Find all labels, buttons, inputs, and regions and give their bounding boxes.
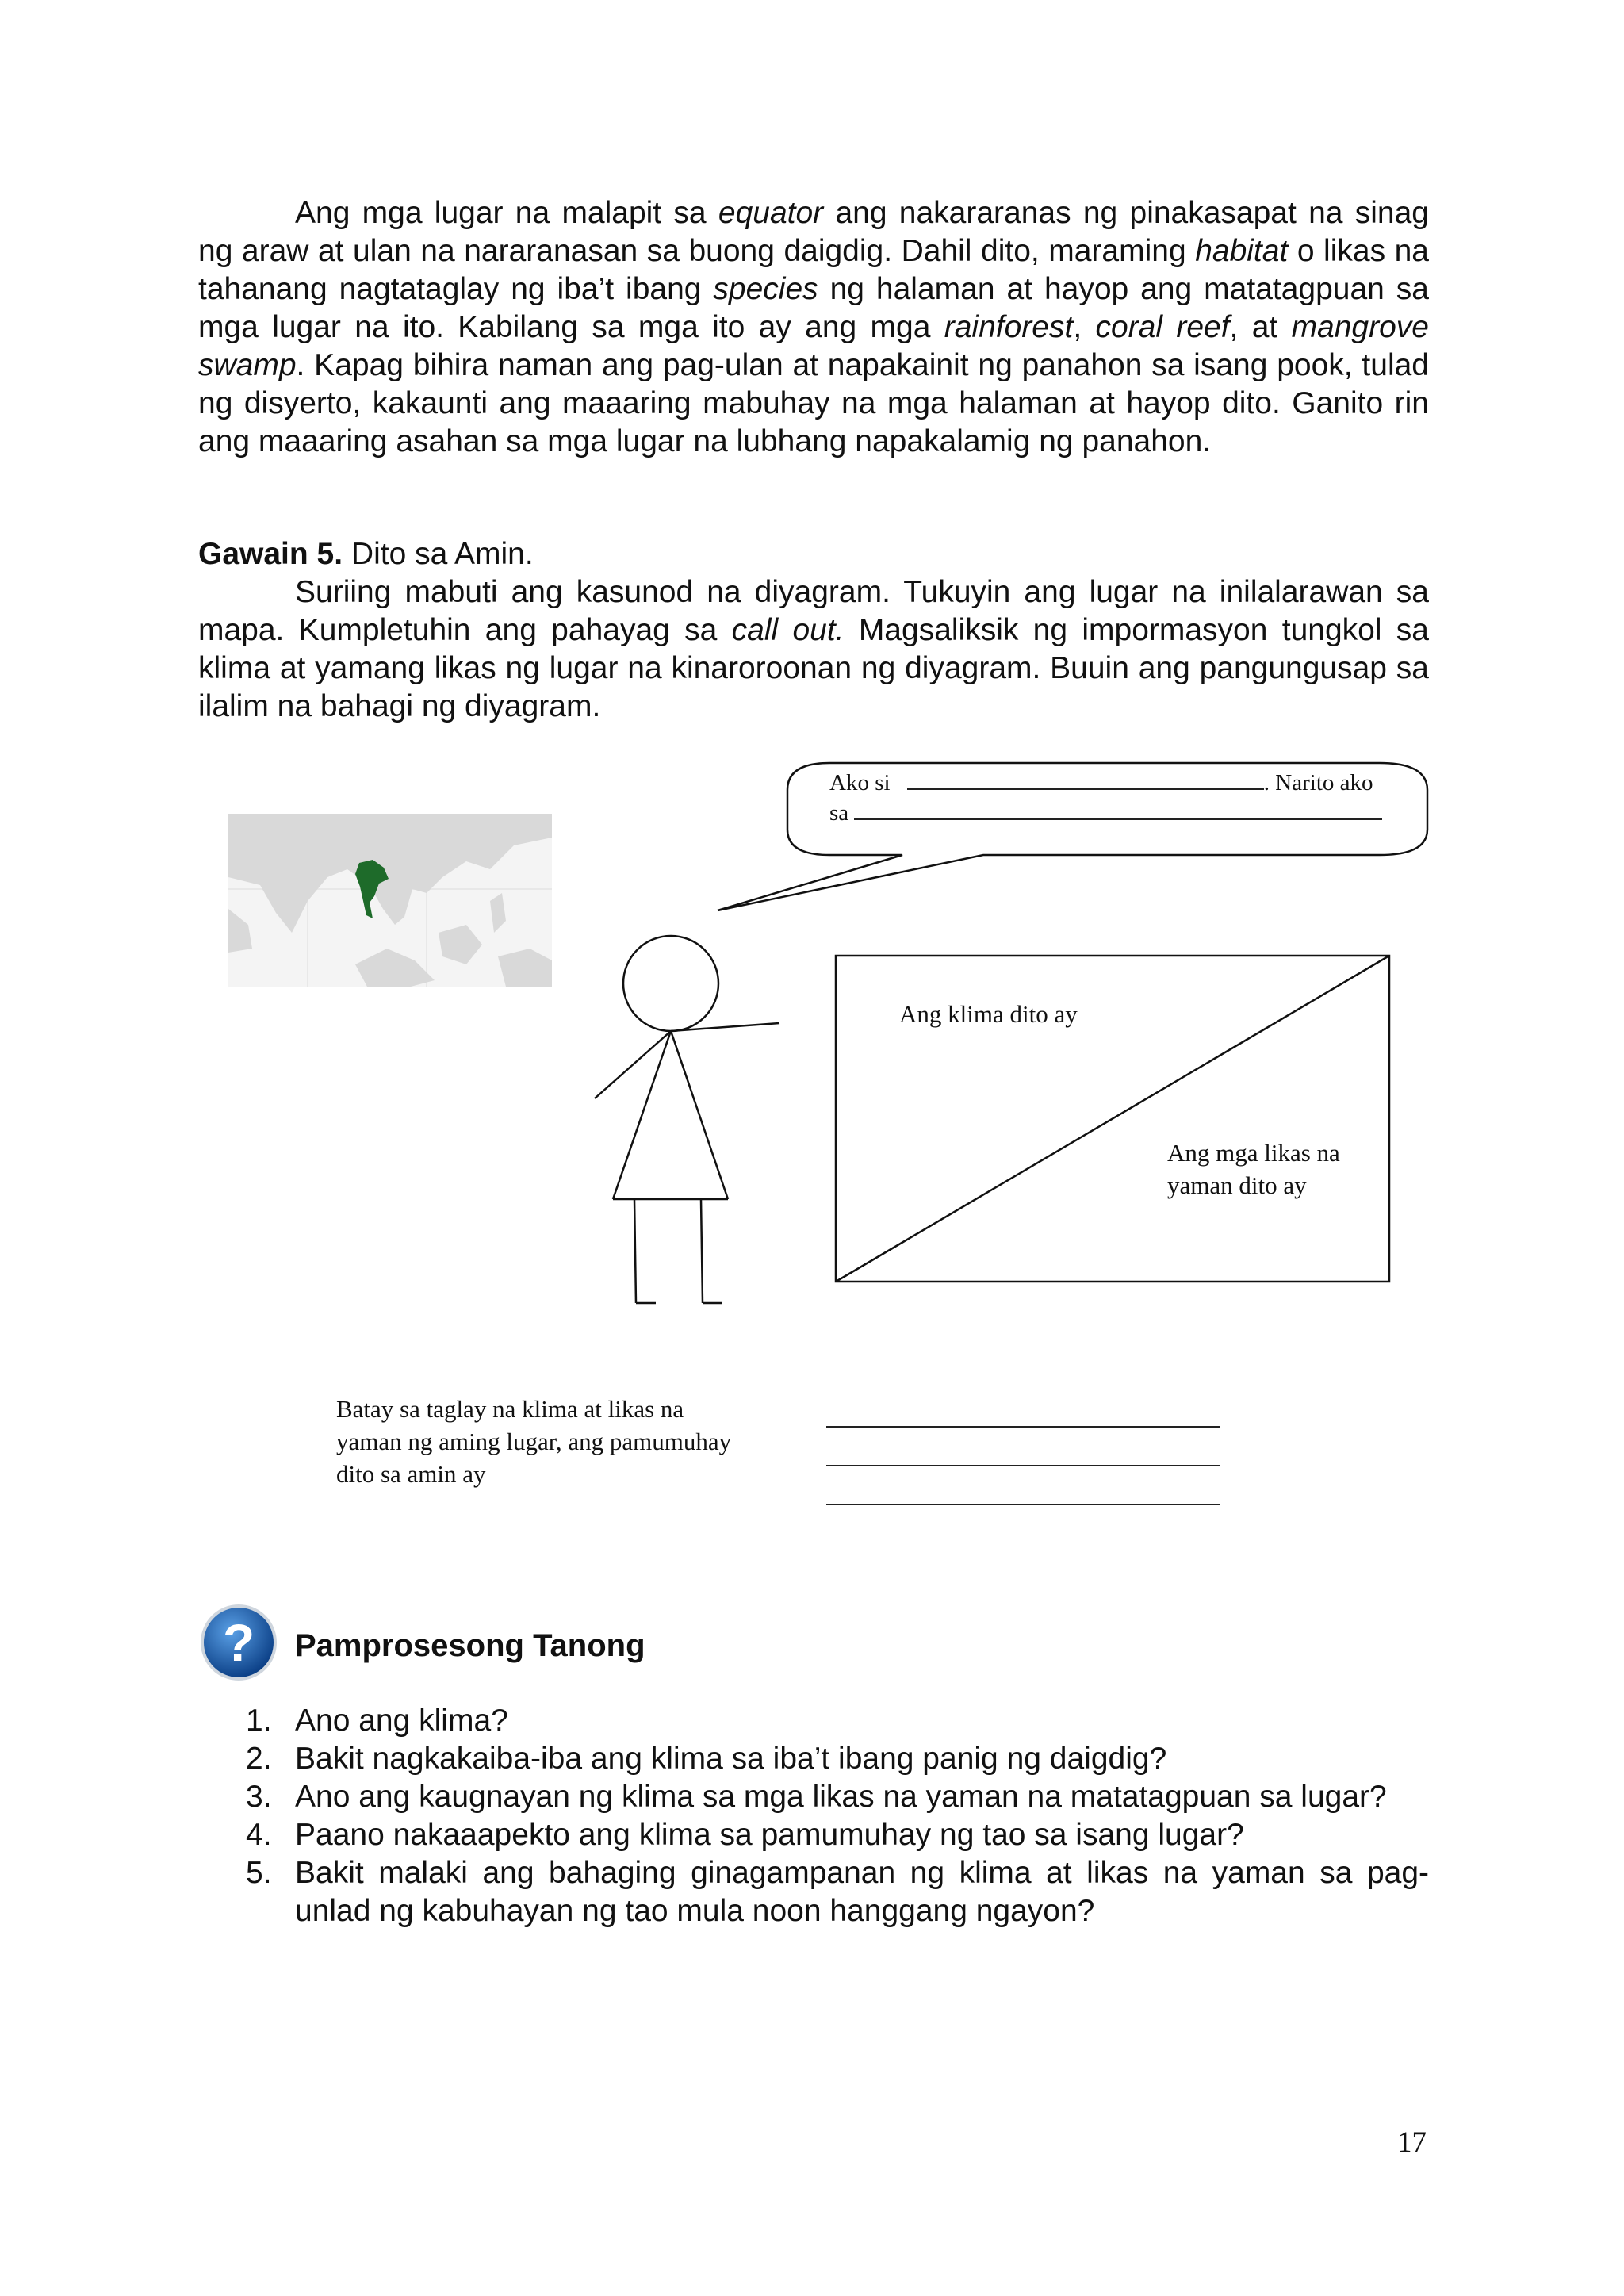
southeast-asia-map: [228, 814, 552, 987]
text-run: Ang mga lugar na malapit sa: [295, 196, 718, 230]
question-item: [198, 1740, 1429, 1778]
italic-term: rainforest: [944, 310, 1074, 344]
question-item: [198, 1702, 1429, 1740]
question-text: Ano ang klima?: [295, 1704, 508, 1738]
world-map-icon: [228, 814, 552, 987]
text-run: Suriing mabuti ang kasunod na diyagram. Tukuyin ang lugar na inilalarawan sa mapa. Kumpletuhin ang pahayag sa: [198, 575, 1429, 647]
question-number: 3.: [246, 1780, 272, 1814]
text-run: . Kapag bihira naman ang pag-ulan at napakainit ng panahon sa isang pook, tulad ng disyerto, kakaunti ang maaaring mabuhay na mga halaman at hayop dito. Ganito rin ang maaaring asahan sa mga lugar na lubhang napakalamig ng panahon.: [198, 348, 1429, 458]
italic-term: coral reef: [1095, 310, 1230, 344]
italic-term: call out.: [731, 613, 845, 647]
text-run: Magsaliksik ng impormasyon tungkol sa klima at yamang likas ng lugar na kinaroroonan ng diyagram. Buuin ang pangungusap sa ilalim na bahagi ng diyagram.: [198, 613, 1430, 723]
callout-text: [829, 768, 1385, 828]
text-run: ng halaman at hayop ang matatagpuan sa mga lugar na ito. Kabilang sa mga ito ay ang mga: [198, 272, 1429, 344]
livelihood-statement: Batay sa taglay na klima at likas na yaman ng aming lugar, ang pamumuhay dito sa amin ay: [336, 1395, 732, 1488]
callout-suffix: . Narito ako: [1263, 770, 1373, 795]
question-text: Paano nakaaapekto ang klima sa pamumuhay ng tao sa isang lugar?: [295, 1818, 1244, 1852]
question-item: [198, 1778, 1429, 1816]
answer-line-2[interactable]: [826, 1465, 1220, 1466]
question-text: Bakit nagkakaiba-iba ang klima sa iba’t ibang panig ng daigdig?: [295, 1742, 1167, 1776]
stick-figure-icon: [595, 936, 779, 1303]
text-run: , at: [1229, 310, 1292, 344]
answer-line-1[interactable]: [826, 1426, 1220, 1428]
question-number: 1.: [246, 1704, 272, 1738]
name-blank[interactable]: [907, 769, 1264, 790]
italic-term: equator: [718, 196, 824, 230]
climate-label: Ang klima dito ay: [899, 1000, 1078, 1028]
svg-text:?: ?: [222, 1613, 255, 1672]
question-number: 2.: [246, 1742, 272, 1776]
activity-title: Dito sa Amin.: [343, 537, 534, 571]
callout-line-2: [829, 798, 1385, 828]
callout-prefix-name: Ako si: [829, 770, 891, 795]
question-number: 4.: [246, 1818, 272, 1852]
question-text: Bakit malaki ang bahaging ginagampanan ng klima at likas na yaman sa pag-unlad ng kabuhayan ng tao mula noon hanggang ngayon?: [295, 1856, 1429, 1928]
italic-term: species: [713, 272, 818, 306]
text-run: ,: [1073, 310, 1096, 344]
question-item: [198, 1816, 1429, 1854]
question-text: Ano ang kaugnayan ng klima sa mga likas na yaman na matatagpuan sa lugar?: [295, 1780, 1387, 1814]
text-run: ang nakararanas ng pinakasapat na sinag ng araw at ulan na nararanasan sa buong daigdig. Dahil dito, maraming: [198, 196, 1429, 268]
callout-line-1: [829, 768, 1385, 798]
place-blank[interactable]: [854, 799, 1382, 820]
italic-term: mangrove swamp: [198, 310, 1429, 382]
page-number: 17: [1397, 2126, 1427, 2159]
question-mark-icon: [200, 1604, 278, 1681]
italic-term: habitat: [1195, 234, 1289, 268]
section-title: Pamprosesong Tanong: [295, 1628, 645, 1663]
question-list: [198, 1702, 1429, 1930]
callout-prefix-place: sa: [829, 800, 849, 826]
resources-label: Ang mga likas na yaman dito ay: [1167, 1139, 1340, 1199]
text-run: o likas na tahanang nagtataglay ng iba’t ibang: [198, 234, 1429, 306]
activity-label: Gawain 5.: [198, 537, 343, 571]
question-number: 5.: [246, 1856, 272, 1890]
question-item: [198, 1854, 1429, 1930]
answer-line-3[interactable]: [826, 1504, 1220, 1505]
